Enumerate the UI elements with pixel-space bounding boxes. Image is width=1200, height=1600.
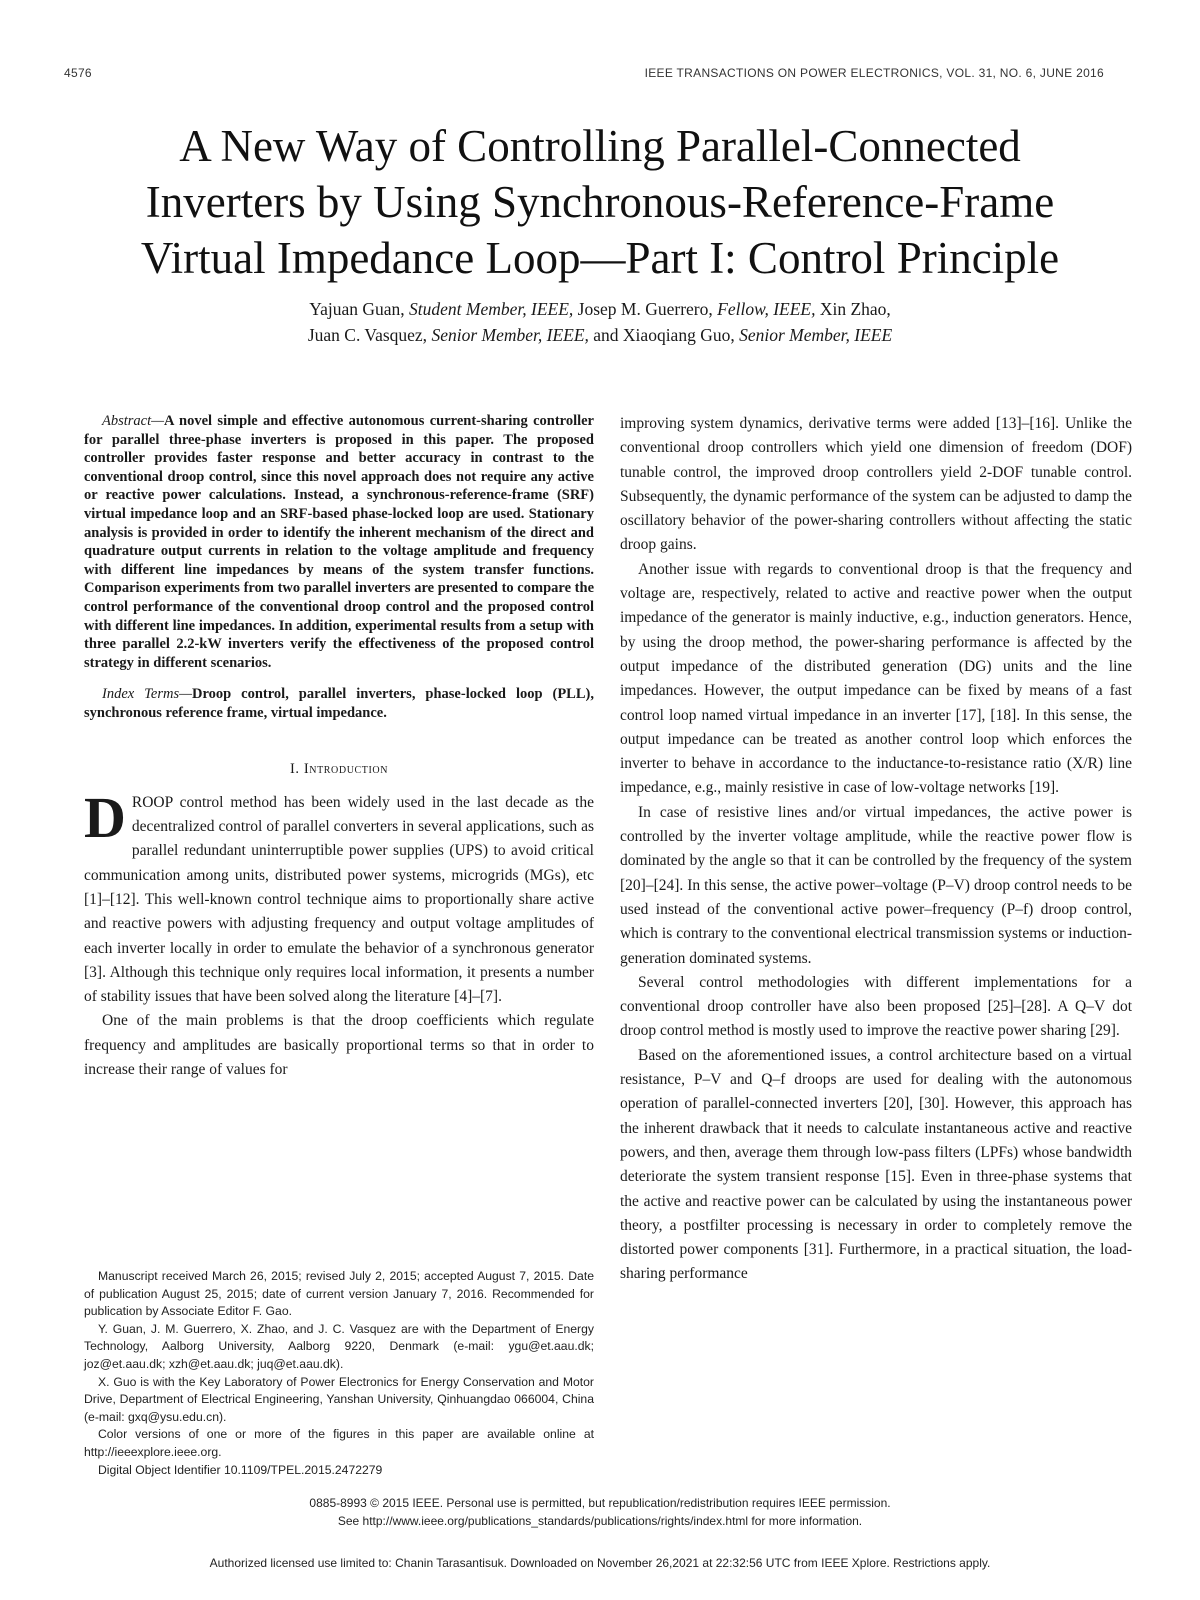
right-paragraph-4: Several control methodologies with different implementations for a conventional droop controller have also been proposed [25]–[28]. A Q–V dot droop control method is mostly used to improve the reactive power sharing [29].: [620, 973, 1132, 1040]
footnote-manuscript: Manuscript received March 26, 2015; revised July 2, 2015; accepted August 7, 2015. Date of publication August 25, 2015; date of current version January 7, 2016. Recommended for publication by Associate Editor F. Gao.: [84, 1269, 594, 1319]
journal-header: IEEE TRANSACTIONS ON POWER ELECTRONICS, VOL. 31, NO. 6, JUNE 2016: [644, 66, 1104, 80]
paper-title: [60, 118, 1140, 286]
title-line-1: A New Way of Controlling Parallel-Connected: [179, 121, 1021, 171]
author-name: Josep M. Guerrero,: [577, 299, 713, 319]
intro-paragraph-1-text: ROOP control method has been widely used in the last decade as the decentralized control of parallel converters in several applications, such as parallel redundant uninterruptible power supplies (UPS) to avoid critical communication among units, distributed power systems, microgrids (MGs), etc [1]–[12]. This well-known control technique aims to proportionally share active and reactive powers with adjusting frequency and output voltage amplitudes of each inverter locally in order to emulate the behavior of a synchronous generator [3]. Although this technique only requires local information, it presents a number of stability issues that have been solved along the literature [4]–[7].: [84, 793, 594, 1006]
index-terms-label: Index Terms—: [102, 686, 192, 703]
footnote-affiliation-1: Y. Guan, J. M. Guerrero, X. Zhao, and J. C. Vasquez are with the Department of Energy Technology, Aalborg University, Aalborg 9220, Denmark (e-mail: ygu@et.aau.dk; joz@et.aau.dk; xzh@et.aau.dk; juq@et.aau.dk).: [84, 1321, 594, 1371]
page-number: 4576: [64, 66, 92, 80]
index-terms-text: Droop control, parallel inverters, phase-locked loop (PLL), synchronous reference frame, virtual impedance.: [84, 686, 594, 721]
author-list: [60, 296, 1140, 348]
title-line-2: Inverters by Using Synchronous-Reference-Frame: [145, 177, 1055, 227]
author-name: Yajuan Guan,: [309, 299, 405, 319]
abstract-text: A novel simple and effective autonomous current-sharing controller for parallel three-phase inverters is proposed in this paper. The proposed controller provides faster response and better accuracy in contrast to the conventional droop control, since this novel approach does not require any active or reactive power calculations. Instead, a synchronous-reference-frame (SRF) virtual impedance loop and an SRF-based phase-locked loop are used. Stationary analysis is provided in order to identify the inherent mechanism of the direct and quadrature output currents in relation to the voltage amplitude and frequency with different line impedances by means of the system transfer functions. Comparison experiments from two parallel inverters are presented to compare the control performance of the conventional droop control and the proposed control with different line impedances. In addition, experimental results from a setup with three parallel 2.2-kW inverters verify the effectiveness of the proposed control strategy in different scenarios.: [84, 413, 594, 671]
author-line-2: [60, 322, 1140, 348]
author-name: Xin Zhao,: [819, 299, 891, 319]
intro-paragraph-2: One of the main problems is that the droop coefficients which regulate frequency and amplitudes are basically proportional terms so that in order to increase their range of values for: [84, 1012, 594, 1079]
footnote-affiliation-2: X. Guo is with the Key Laboratory of Power Electronics for Energy Conservation and Motor Drive, Department of Electrical Engineering, Yanshan University, Qinhuangdao 066004, China (e-mail: gxq@ysu.edu.cn).: [84, 1374, 594, 1424]
footnote-color-versions: Color versions of one or more of the figures in this paper are available online at http://ieeexplore.ieee.org.: [84, 1427, 594, 1459]
author-role: Senior Member, IEEE,: [431, 325, 589, 345]
right-paragraph-1: improving system dynamics, derivative terms were added [13]–[16]. Unlike the conventional droop controllers which yield one dimension of freedom (DOF) tunable control, the improved droop controllers yield 2-DOF tunable control. Subsequently, the dynamic performance of the system can be adjusted to damp the oscillatory behavior of the power-sharing controllers without affecting the static droop gains.: [620, 415, 1132, 554]
section-heading-introduction: I. Introduction: [289, 760, 389, 777]
right-paragraph-5: Based on the aforementioned issues, a control architecture based on a virtual resistance, P–V and Q–f droops are used for dealing with the autonomous operation of parallel-connected inverters [20], [30]. However, this approach has the inherent drawback that it needs to calculate instantaneous active and reactive powers, and then, average them through low-pass filters (LPFs) whose bandwidth deteriorate the system transient response [15]. Even in three-phase systems that the active and reactive power can be calculated by using the instantaneous power theory, a postfilter processing is necessary in order to completely remove the distorted power components [31]. Furthermore, in a practical situation, the load-sharing performance: [620, 1046, 1132, 1283]
license-notice: Authorized licensed use limited to: Chanin Tarasantisuk. Downloaded on November 26,2021 at 22:32:56 UTC from IEEE Xplore. Restrictions apply.: [209, 1556, 991, 1570]
abstract: [84, 412, 594, 672]
right-paragraph-2: Another issue with regards to conventional droop is that the frequency and voltage are, respectively, related to active and reactive power when the output impedance of the generator is mainly inductive, e.g., induction generators. Hence, by using the droop method, the power-sharing performance is affected by the output impedance of the distributed generation (DG) units and the line impedances. However, the output impedance can be fixed by means of a fast control loop named virtual impedance in an inverter [17], [18]. In this sense, the output impedance can be treated as another control loop which enforces the inverter to behave in accordance to the inductance-to-resistance ratio (X/R) line impedance, e.g., mainly resistive in case of low-voltage networks [19].: [620, 560, 1132, 797]
author-line-1: [60, 296, 1140, 322]
author-name: Juan C. Vasquez,: [307, 325, 428, 345]
right-column: [620, 412, 1132, 1287]
author-role: Student Member, IEEE,: [409, 299, 574, 319]
footnote-doi: Digital Object Identifier 10.1109/TPEL.2015.2472279: [98, 1462, 383, 1477]
left-column: [84, 412, 594, 1082]
copyright-notice: [60, 1494, 1140, 1530]
title-line-3: Virtual Impedance Loop—Part I: Control Principle: [140, 233, 1060, 283]
copyright-line-1: 0885-8993 © 2015 IEEE. Personal use is permitted, but republication/redistribution requires IEEE permission.: [309, 1496, 891, 1510]
right-paragraph-3: In case of resistive lines and/or virtual impedances, the active power is controlled by the inverter voltage amplitude, while the reactive power flow is dominated by the angle so that it can be controlled by the frequency of the system [20]–[24]. In this sense, the active power–voltage (P–V) droop control needs to be used instead of the conventional active power–frequency (P–f) droop control, which is contrary to the conventional electrical transmission systems or induction-generation dominated systems.: [620, 803, 1132, 967]
intro-paragraph-1: [84, 784, 594, 1010]
footnotes: [84, 1268, 594, 1479]
index-terms: [84, 685, 594, 722]
abstract-label: Abstract—: [102, 413, 165, 429]
author-role: Senior Member, IEEE: [739, 325, 893, 345]
drop-cap: D: [84, 784, 126, 850]
author-name: and Xiaoqiang Guo,: [593, 325, 735, 345]
copyright-line-2: See http://www.ieee.org/publications_standards/publications/rights/index.html for more information.: [337, 1514, 863, 1528]
author-role: Fellow, IEEE,: [717, 299, 816, 319]
